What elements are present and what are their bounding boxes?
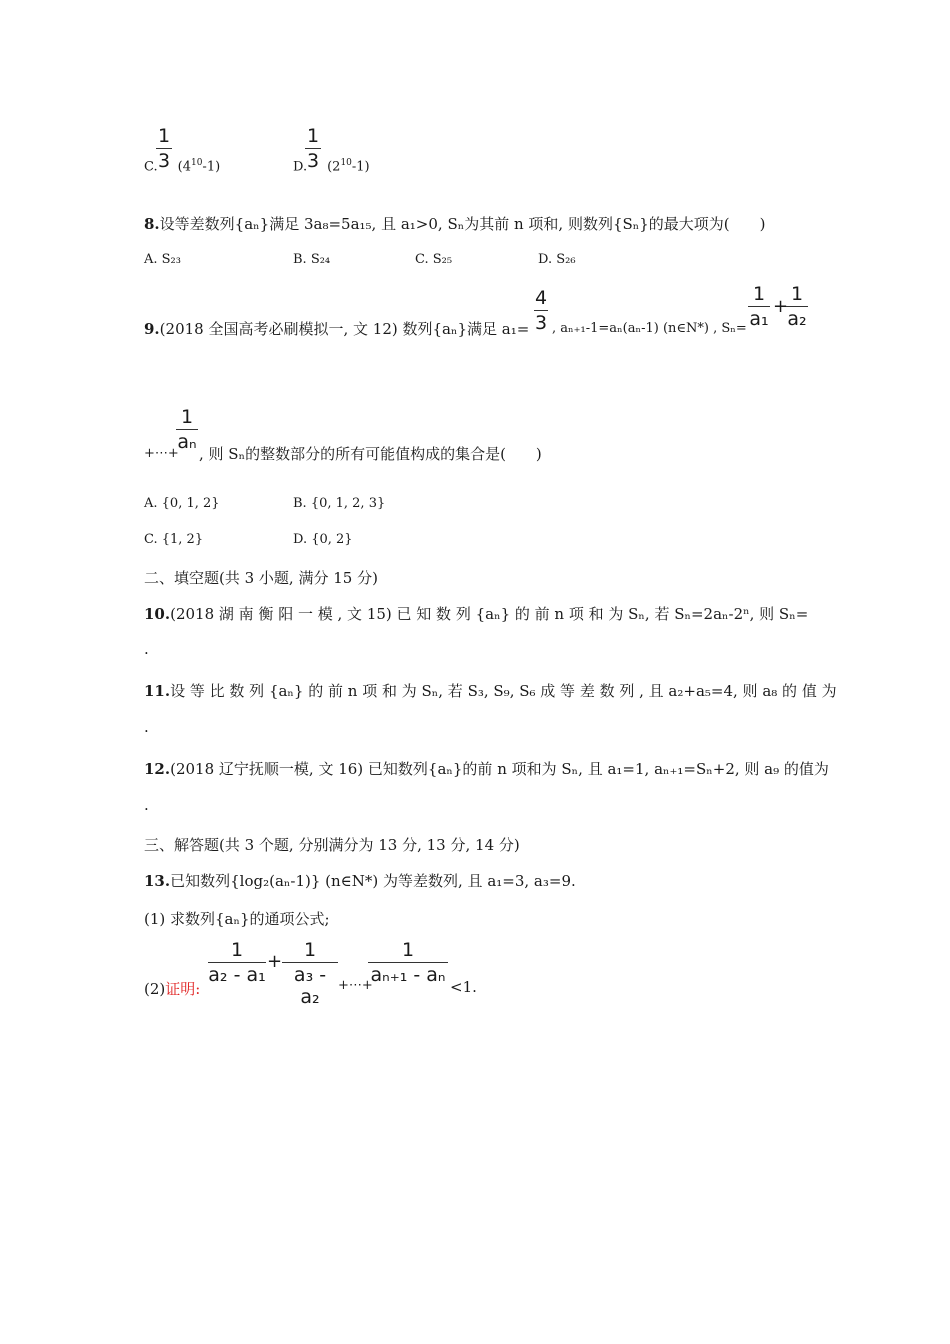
frac-denominator: 3 (534, 312, 548, 334)
plus-sign: + (267, 951, 283, 972)
frac-numerator: 1 (180, 406, 194, 428)
q7-c-frac-den: 3 (157, 150, 171, 172)
frac-numerator: 1 (401, 939, 415, 961)
q7-option-c (144, 158, 220, 174)
q9-a1-fraction (534, 287, 548, 334)
question-text: (2018 湖 南 衡 阳 一 模 , 文 15) 已 知 数 列 {aₙ} 的 前 n 项 和 为 Sₙ, 若 Sₙ=2aₙ-2ⁿ, 则 Sₙ= (170, 605, 809, 623)
q9-option-a: A. {0, 1, 2} (144, 496, 220, 511)
q10-answer-blank: . (144, 640, 149, 658)
q9-frac-a2 (786, 283, 808, 330)
q9-ellipsis: +⋯+ (144, 446, 179, 461)
question-11 (144, 680, 837, 701)
q9-frac-an (176, 406, 198, 453)
question-number: 8. (144, 215, 160, 233)
question-number: 9. (144, 320, 160, 338)
q7-c-tail: -1) (202, 159, 221, 175)
frac-denominator: a₃ - a₂ (293, 964, 327, 1008)
question-text: 设等差数列{aₙ}满足 3a₈=5a₁₅, 且 a₁>0, Sₙ为其前 n 项和, 则数列{Sₙ}的最大项为( ) (159, 215, 766, 233)
q8-option-b: B. S₂₄ (293, 252, 331, 267)
frac-numerator: 1 (790, 283, 804, 305)
q13-frac-n (368, 939, 448, 986)
q8-option-d: D. S₂₆ (538, 252, 576, 267)
part-label: (2) (144, 980, 166, 998)
frac-numerator: 1 (303, 939, 317, 961)
q9-option-c: C. {1, 2} (144, 532, 204, 547)
q7-d-exponent: 10 (340, 158, 352, 168)
fraction-bar (786, 306, 808, 307)
q7-c-exponent: 10 (190, 158, 203, 168)
fraction-bar (305, 148, 321, 149)
frac-denominator: a₁ (749, 308, 769, 330)
q9-option-b: B. {0, 1, 2, 3} (293, 496, 386, 511)
fraction-bar (156, 148, 172, 149)
plus-sign: + (773, 296, 789, 317)
q8-option-a: A. S₂₃ (144, 252, 181, 267)
frac-numerator: 1 (752, 283, 766, 305)
fraction-bar (748, 306, 770, 307)
q9-frac-a1 (748, 283, 770, 330)
q7-d-tail: -1) (351, 159, 370, 175)
question-text: (2018 辽宁抚顺一模, 文 16) 已知数列{aₙ}的前 n 项和为 Sₙ, 且 a₁=1, aₙ₊₁=Sₙ+2, 则 a₉ 的值为 (170, 760, 829, 778)
q9-question-tail: , 则 Sₙ的整数部分的所有可能值构成的集合是( ) (199, 445, 542, 463)
question-text: 设 等 比 数 列 {aₙ} 的 前 n 项 和 为 Sₙ, 若 S₃, S₉, S₆ 成 等 差 数 列 , 且 a₂+a₅=4, 则 a₈ 的 值 为 (170, 682, 837, 700)
q7-c-frac-num: 1 (157, 125, 171, 147)
q9-option-d: D. {0, 2} (293, 532, 353, 547)
fraction-bar (368, 962, 448, 963)
section-3-title: 三、解答题(共 3 个题, 分别满分为 13 分, 13 分, 14 分) (144, 836, 520, 854)
frac-denominator: a₂ (787, 308, 807, 330)
question-12 (144, 758, 829, 779)
q7-d-frac-den: 3 (306, 150, 320, 172)
question-text: (2018 全国高考必刷模拟一, 文 12) 数列{aₙ}满足 a₁= (159, 320, 530, 338)
fraction-bar (176, 429, 198, 430)
question-number: 11. (144, 682, 171, 700)
proof-label: 证明: (165, 980, 201, 998)
question-text: 已知数列{log₂(aₙ-1)} (n∈N*) 为等差数列, 且 a₁=3, a₃=9. (170, 872, 576, 890)
q12-answer-blank: . (144, 796, 149, 814)
question-13 (144, 870, 576, 891)
fraction-bar (534, 310, 548, 311)
fraction-bar (282, 962, 338, 963)
q13-frac-1 (208, 939, 266, 986)
q7-c-base: (4 (177, 159, 191, 175)
frac-denominator: aₙ (177, 431, 197, 453)
question-10 (144, 603, 808, 624)
frac-numerator: 1 (230, 939, 244, 961)
fraction-bar (208, 962, 266, 963)
q11-answer-blank: . (144, 718, 149, 736)
q7-d-frac-num: 1 (306, 125, 320, 147)
q13-inequality: <1. (450, 978, 477, 996)
q7-option-d (293, 158, 370, 174)
frac-denominator: aₙ₊₁ - aₙ (370, 964, 446, 986)
section-2-title: 二、填空题(共 3 小题, 满分 15 分) (144, 569, 378, 587)
question-9 (144, 318, 529, 339)
question-number: 10. (144, 605, 171, 623)
frac-numerator: 4 (534, 287, 548, 309)
option-label: C. (144, 159, 158, 175)
q13-ellipsis: +⋯+ (338, 978, 373, 993)
frac-denominator: a₂ - a₁ (208, 964, 266, 986)
option-label: D. (293, 159, 308, 175)
q13-part-2-label (144, 978, 200, 999)
question-number: 13. (144, 872, 171, 890)
q13-frac-2 (282, 939, 338, 1008)
q13-part-1: (1) 求数列{aₙ}的通项公式; (144, 910, 330, 928)
question-number: 12. (144, 760, 171, 778)
q8-option-c: C. S₂₅ (415, 252, 453, 267)
q9-recurrence: , aₙ₊₁-1=aₙ(aₙ-1) (n∈N*) , Sₙ= (552, 321, 747, 336)
question-8 (144, 213, 766, 234)
q7-d-base: (2 (327, 159, 341, 175)
